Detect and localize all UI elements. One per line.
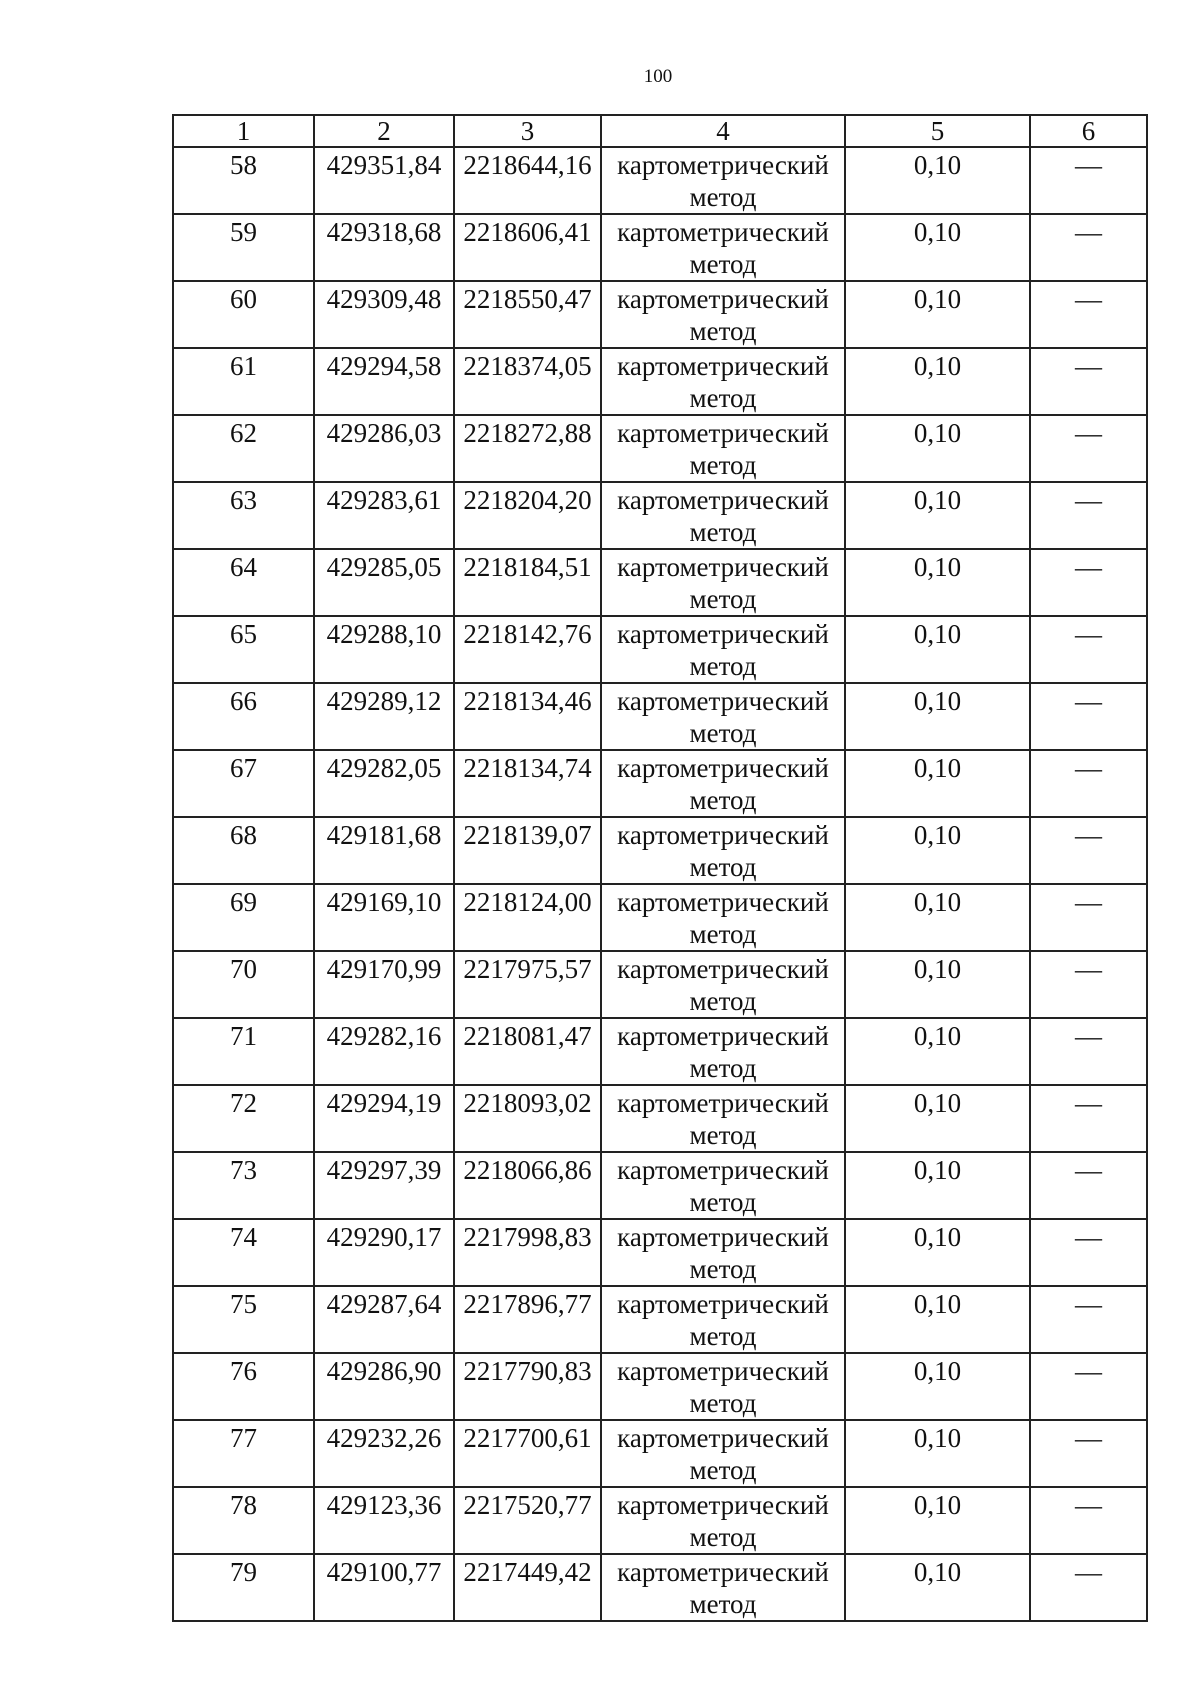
x-coordinate-cell: 429169,10 bbox=[314, 884, 454, 951]
description-cell: — bbox=[1030, 616, 1147, 683]
method-cell bbox=[601, 616, 845, 683]
x-coordinate-cell: 429285,05 bbox=[314, 549, 454, 616]
method-line-2: метод bbox=[689, 1388, 757, 1418]
point-number-cell: 69 bbox=[173, 884, 314, 951]
y-coordinate-cell: 2217449,42 bbox=[454, 1554, 601, 1621]
x-coordinate-cell: 429282,16 bbox=[314, 1018, 454, 1085]
table-row bbox=[173, 1554, 1147, 1621]
method-line-1: картометрический bbox=[617, 1423, 829, 1453]
accuracy-cell: 0,10 bbox=[845, 1152, 1030, 1219]
x-coordinate-cell: 429294,58 bbox=[314, 348, 454, 415]
accuracy-cell: 0,10 bbox=[845, 1219, 1030, 1286]
y-coordinate-cell: 2218134,74 bbox=[454, 750, 601, 817]
description-cell: — bbox=[1030, 147, 1147, 214]
y-coordinate-cell: 2217520,77 bbox=[454, 1487, 601, 1554]
y-coordinate-cell: 2218550,47 bbox=[454, 281, 601, 348]
point-number-cell: 64 bbox=[173, 549, 314, 616]
accuracy-cell: 0,10 bbox=[845, 1554, 1030, 1621]
x-coordinate-cell: 429290,17 bbox=[314, 1219, 454, 1286]
y-coordinate-cell: 2217975,57 bbox=[454, 951, 601, 1018]
x-coordinate-cell: 429289,12 bbox=[314, 683, 454, 750]
description-cell: — bbox=[1030, 1286, 1147, 1353]
table-row bbox=[173, 750, 1147, 817]
method-line-2: метод bbox=[689, 450, 757, 480]
description-cell: — bbox=[1030, 683, 1147, 750]
x-coordinate-cell: 429232,26 bbox=[314, 1420, 454, 1487]
header-cell: 1 bbox=[173, 115, 314, 147]
table-row bbox=[173, 1353, 1147, 1420]
method-cell bbox=[601, 1420, 845, 1487]
description-cell: — bbox=[1030, 951, 1147, 1018]
method-line-2: метод bbox=[689, 249, 757, 279]
method-line-1: картометрический bbox=[617, 351, 829, 381]
description-cell: — bbox=[1030, 750, 1147, 817]
accuracy-cell: 0,10 bbox=[845, 415, 1030, 482]
method-line-1: картометрический bbox=[617, 954, 829, 984]
accuracy-cell: 0,10 bbox=[845, 1420, 1030, 1487]
method-cell bbox=[601, 884, 845, 951]
point-number-cell: 59 bbox=[173, 214, 314, 281]
point-number-cell: 70 bbox=[173, 951, 314, 1018]
method-line-2: метод bbox=[689, 919, 757, 949]
header-cell: 6 bbox=[1030, 115, 1147, 147]
table-row bbox=[173, 147, 1147, 214]
point-number-cell: 77 bbox=[173, 1420, 314, 1487]
description-cell: — bbox=[1030, 348, 1147, 415]
method-cell bbox=[601, 1085, 845, 1152]
table-row bbox=[173, 616, 1147, 683]
method-cell bbox=[601, 281, 845, 348]
description-cell: — bbox=[1030, 1353, 1147, 1420]
x-coordinate-cell: 429309,48 bbox=[314, 281, 454, 348]
method-cell bbox=[601, 1152, 845, 1219]
method-line-2: метод bbox=[689, 1321, 757, 1351]
y-coordinate-cell: 2218272,88 bbox=[454, 415, 601, 482]
table-row bbox=[173, 214, 1147, 281]
accuracy-cell: 0,10 bbox=[845, 1018, 1030, 1085]
method-line-1: картометрический bbox=[617, 217, 829, 247]
method-cell bbox=[601, 482, 845, 549]
description-cell: — bbox=[1030, 1219, 1147, 1286]
point-number-cell: 73 bbox=[173, 1152, 314, 1219]
table-row bbox=[173, 281, 1147, 348]
table-header bbox=[173, 115, 1147, 147]
method-line-2: метод bbox=[689, 1522, 757, 1552]
x-coordinate-cell: 429297,39 bbox=[314, 1152, 454, 1219]
point-number-cell: 60 bbox=[173, 281, 314, 348]
x-coordinate-cell: 429170,99 bbox=[314, 951, 454, 1018]
method-line-2: метод bbox=[689, 651, 757, 681]
point-number-cell: 67 bbox=[173, 750, 314, 817]
x-coordinate-cell: 429318,68 bbox=[314, 214, 454, 281]
header-cell: 2 bbox=[314, 115, 454, 147]
description-cell: — bbox=[1030, 1554, 1147, 1621]
method-line-2: метод bbox=[689, 517, 757, 547]
description-cell: — bbox=[1030, 549, 1147, 616]
method-line-1: картометрический bbox=[617, 485, 829, 515]
point-number-cell: 68 bbox=[173, 817, 314, 884]
y-coordinate-cell: 2217896,77 bbox=[454, 1286, 601, 1353]
method-line-2: метод bbox=[689, 316, 757, 346]
point-number-cell: 74 bbox=[173, 1219, 314, 1286]
table-row bbox=[173, 348, 1147, 415]
x-coordinate-cell: 429287,64 bbox=[314, 1286, 454, 1353]
point-number-cell: 66 bbox=[173, 683, 314, 750]
y-coordinate-cell: 2217700,61 bbox=[454, 1420, 601, 1487]
method-line-2: метод bbox=[689, 1053, 757, 1083]
accuracy-cell: 0,10 bbox=[845, 951, 1030, 1018]
table-body bbox=[173, 147, 1147, 1621]
coordinates-table bbox=[172, 114, 1148, 1622]
y-coordinate-cell: 2218374,05 bbox=[454, 348, 601, 415]
method-line-1: картометрический bbox=[617, 418, 829, 448]
x-coordinate-cell: 429286,03 bbox=[314, 415, 454, 482]
accuracy-cell: 0,10 bbox=[845, 348, 1030, 415]
x-coordinate-cell: 429294,19 bbox=[314, 1085, 454, 1152]
point-number-cell: 75 bbox=[173, 1286, 314, 1353]
method-line-2: метод bbox=[689, 1455, 757, 1485]
method-cell bbox=[601, 817, 845, 884]
point-number-cell: 61 bbox=[173, 348, 314, 415]
method-cell bbox=[601, 750, 845, 817]
accuracy-cell: 0,10 bbox=[845, 683, 1030, 750]
method-line-1: картометрический bbox=[617, 1222, 829, 1252]
method-line-2: метод bbox=[689, 785, 757, 815]
accuracy-cell: 0,10 bbox=[845, 482, 1030, 549]
method-line-1: картометрический bbox=[617, 150, 829, 180]
y-coordinate-cell: 2218124,00 bbox=[454, 884, 601, 951]
header-cell: 4 bbox=[601, 115, 845, 147]
description-cell: — bbox=[1030, 214, 1147, 281]
point-number-cell: 58 bbox=[173, 147, 314, 214]
table-row bbox=[173, 1152, 1147, 1219]
table-row bbox=[173, 1420, 1147, 1487]
point-number-cell: 71 bbox=[173, 1018, 314, 1085]
table-row bbox=[173, 1219, 1147, 1286]
y-coordinate-cell: 2218204,20 bbox=[454, 482, 601, 549]
method-cell bbox=[601, 951, 845, 1018]
accuracy-cell: 0,10 bbox=[845, 281, 1030, 348]
method-cell bbox=[601, 1219, 845, 1286]
table-row bbox=[173, 1286, 1147, 1353]
accuracy-cell: 0,10 bbox=[845, 1353, 1030, 1420]
method-line-2: метод bbox=[689, 584, 757, 614]
method-cell bbox=[601, 549, 845, 616]
y-coordinate-cell: 2218142,76 bbox=[454, 616, 601, 683]
method-line-1: картометрический bbox=[617, 1557, 829, 1587]
header-cell: 5 bbox=[845, 115, 1030, 147]
point-number-cell: 79 bbox=[173, 1554, 314, 1621]
accuracy-cell: 0,10 bbox=[845, 750, 1030, 817]
method-cell bbox=[601, 1554, 845, 1621]
x-coordinate-cell: 429123,36 bbox=[314, 1487, 454, 1554]
description-cell: — bbox=[1030, 1487, 1147, 1554]
y-coordinate-cell: 2218081,47 bbox=[454, 1018, 601, 1085]
x-coordinate-cell: 429283,61 bbox=[314, 482, 454, 549]
point-number-cell: 62 bbox=[173, 415, 314, 482]
point-number-cell: 76 bbox=[173, 1353, 314, 1420]
method-line-1: картометрический bbox=[617, 820, 829, 850]
method-line-1: картометрический bbox=[617, 1088, 829, 1118]
method-line-2: метод bbox=[689, 1120, 757, 1150]
y-coordinate-cell: 2218134,46 bbox=[454, 683, 601, 750]
method-line-1: картометрический bbox=[617, 1356, 829, 1386]
x-coordinate-cell: 429181,68 bbox=[314, 817, 454, 884]
table-row bbox=[173, 1018, 1147, 1085]
method-line-1: картометрический bbox=[617, 753, 829, 783]
description-cell: — bbox=[1030, 1152, 1147, 1219]
method-line-1: картометрический bbox=[617, 284, 829, 314]
point-number-cell: 65 bbox=[173, 616, 314, 683]
method-line-2: метод bbox=[689, 1187, 757, 1217]
method-cell bbox=[601, 415, 845, 482]
method-line-2: метод bbox=[689, 986, 757, 1016]
y-coordinate-cell: 2218066,86 bbox=[454, 1152, 601, 1219]
method-cell bbox=[601, 1353, 845, 1420]
method-cell bbox=[601, 1487, 845, 1554]
description-cell: — bbox=[1030, 817, 1147, 884]
page-number: 100 bbox=[643, 66, 673, 87]
table-row bbox=[173, 1085, 1147, 1152]
method-line-1: картометрический bbox=[617, 1155, 829, 1185]
method-line-2: метод bbox=[689, 383, 757, 413]
method-line-1: картометрический bbox=[617, 552, 829, 582]
table-row bbox=[173, 817, 1147, 884]
method-line-1: картометрический bbox=[617, 686, 829, 716]
y-coordinate-cell: 2217998,83 bbox=[454, 1219, 601, 1286]
description-cell: — bbox=[1030, 281, 1147, 348]
x-coordinate-cell: 429351,84 bbox=[314, 147, 454, 214]
point-number-cell: 78 bbox=[173, 1487, 314, 1554]
x-coordinate-cell: 429282,05 bbox=[314, 750, 454, 817]
description-cell: — bbox=[1030, 1420, 1147, 1487]
method-line-1: картометрический bbox=[617, 887, 829, 917]
method-line-1: картометрический bbox=[617, 619, 829, 649]
y-coordinate-cell: 2218184,51 bbox=[454, 549, 601, 616]
table-row bbox=[173, 951, 1147, 1018]
accuracy-cell: 0,10 bbox=[845, 884, 1030, 951]
accuracy-cell: 0,10 bbox=[845, 147, 1030, 214]
method-cell bbox=[601, 683, 845, 750]
description-cell: — bbox=[1030, 1085, 1147, 1152]
method-line-1: картометрический bbox=[617, 1289, 829, 1319]
table-row bbox=[173, 683, 1147, 750]
method-cell bbox=[601, 214, 845, 281]
method-line-1: картометрический bbox=[617, 1021, 829, 1051]
y-coordinate-cell: 2217790,83 bbox=[454, 1353, 601, 1420]
accuracy-cell: 0,10 bbox=[845, 1286, 1030, 1353]
method-line-2: метод bbox=[689, 182, 757, 212]
method-cell bbox=[601, 147, 845, 214]
description-cell: — bbox=[1030, 482, 1147, 549]
accuracy-cell: 0,10 bbox=[845, 214, 1030, 281]
point-number-cell: 63 bbox=[173, 482, 314, 549]
description-cell: — bbox=[1030, 1018, 1147, 1085]
table-row bbox=[173, 549, 1147, 616]
method-line-2: метод bbox=[689, 1254, 757, 1284]
x-coordinate-cell: 429288,10 bbox=[314, 616, 454, 683]
method-cell bbox=[601, 1286, 845, 1353]
method-line-2: метод bbox=[689, 718, 757, 748]
y-coordinate-cell: 2218644,16 bbox=[454, 147, 601, 214]
table-row bbox=[173, 482, 1147, 549]
table-row bbox=[173, 1487, 1147, 1554]
accuracy-cell: 0,10 bbox=[845, 616, 1030, 683]
method-line-2: метод bbox=[689, 1589, 757, 1619]
method-line-2: метод bbox=[689, 852, 757, 882]
table-row bbox=[173, 884, 1147, 951]
accuracy-cell: 0,10 bbox=[845, 1085, 1030, 1152]
y-coordinate-cell: 2218139,07 bbox=[454, 817, 601, 884]
method-cell bbox=[601, 1018, 845, 1085]
method-cell bbox=[601, 348, 845, 415]
x-coordinate-cell: 429286,90 bbox=[314, 1353, 454, 1420]
header-row bbox=[173, 115, 1147, 147]
accuracy-cell: 0,10 bbox=[845, 549, 1030, 616]
point-number-cell: 72 bbox=[173, 1085, 314, 1152]
method-line-1: картометрический bbox=[617, 1490, 829, 1520]
accuracy-cell: 0,10 bbox=[845, 817, 1030, 884]
x-coordinate-cell: 429100,77 bbox=[314, 1554, 454, 1621]
accuracy-cell: 0,10 bbox=[845, 1487, 1030, 1554]
header-cell: 3 bbox=[454, 115, 601, 147]
y-coordinate-cell: 2218606,41 bbox=[454, 214, 601, 281]
description-cell: — bbox=[1030, 415, 1147, 482]
description-cell: — bbox=[1030, 884, 1147, 951]
y-coordinate-cell: 2218093,02 bbox=[454, 1085, 601, 1152]
table-row bbox=[173, 415, 1147, 482]
